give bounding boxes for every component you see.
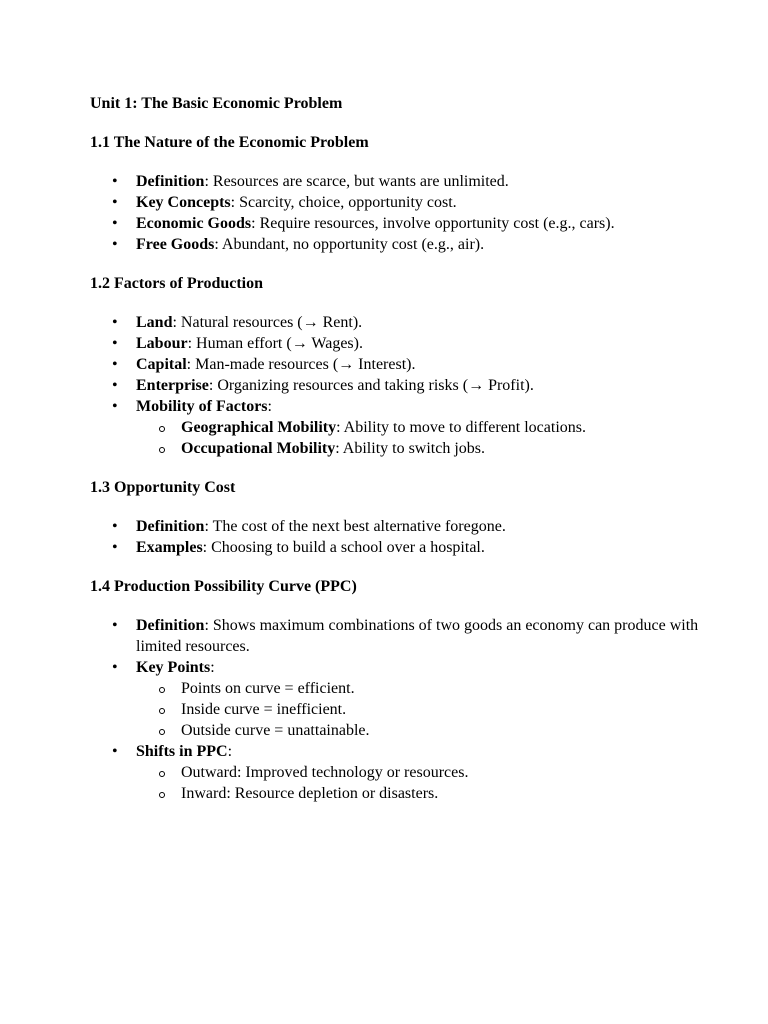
item-text: Points on curve = efficient. xyxy=(181,680,355,697)
document-page xyxy=(90,93,710,822)
list-item xyxy=(90,657,710,741)
section-title-1-1: 1.1 The Nature of the Economic Problem xyxy=(90,134,369,151)
item-text: : xyxy=(210,659,215,676)
sub-list xyxy=(136,678,710,741)
item-term: Labour xyxy=(136,335,188,352)
item-text: : The cost of the next best alternative foregone. xyxy=(204,518,506,535)
item-term: Economic Goods xyxy=(136,215,252,232)
sub-list-item xyxy=(136,699,710,720)
item-text: Inward: Resource depletion or disasters. xyxy=(181,785,439,802)
section-list-1-3 xyxy=(90,516,710,558)
item-term: Examples xyxy=(136,539,203,556)
list-item xyxy=(90,537,710,558)
item-text: Outward: Improved technology or resources. xyxy=(181,764,469,781)
list-item xyxy=(90,741,710,804)
item-term: Enterprise xyxy=(136,377,209,394)
item-text: : Ability to move to different locations. xyxy=(336,419,586,436)
sub-list-item xyxy=(136,783,710,804)
item-term: Land xyxy=(136,314,173,331)
list-item xyxy=(90,375,710,396)
item-text: : Resources are scarce, but wants are unlimited. xyxy=(204,173,509,190)
item-term: Free Goods xyxy=(136,236,215,253)
list-item xyxy=(90,615,710,657)
item-text: : Ability to switch jobs. xyxy=(335,440,486,457)
list-item xyxy=(90,396,710,459)
section-title-1-2: 1.2 Factors of Production xyxy=(90,275,264,292)
section-list-1-2 xyxy=(90,312,710,459)
sub-list-item xyxy=(136,762,710,783)
list-item xyxy=(90,333,710,354)
list-item xyxy=(90,354,710,375)
unit-title: Unit 1: The Basic Economic Problem xyxy=(90,95,343,112)
section-title-1-4: 1.4 Production Possibility Curve (PPC) xyxy=(90,578,357,595)
sub-list xyxy=(136,417,710,459)
section-title-1-3: 1.3 Opportunity Cost xyxy=(90,479,236,496)
list-item xyxy=(90,516,710,537)
sub-list-item xyxy=(136,720,710,741)
item-text: : Natural resources (→ Rent). xyxy=(172,314,363,331)
item-text: : Scarcity, choice, opportunity cost. xyxy=(230,194,457,211)
item-term: Definition xyxy=(136,617,205,634)
item-text: : xyxy=(227,743,233,760)
sub-list-item xyxy=(136,678,710,699)
item-term: Shifts in PPC xyxy=(136,743,228,760)
item-text: : Human effort (→ Wages). xyxy=(187,335,363,352)
list-item xyxy=(90,234,710,255)
item-term: Key Concepts xyxy=(136,194,231,211)
sub-list-item xyxy=(136,417,710,438)
item-text: : Man-made resources (→ Interest). xyxy=(186,356,416,373)
item-text: : Abundant, no opportunity cost (e.g., air). xyxy=(214,236,485,253)
item-text: : Choosing to build a school over a hospital. xyxy=(202,539,485,556)
item-term: Key Points xyxy=(136,659,211,676)
item-term: Definition xyxy=(136,518,205,535)
item-text: : Organizing resources and taking risks (→ Profit). xyxy=(208,377,534,394)
sub-list-item xyxy=(136,438,710,459)
list-item xyxy=(90,192,710,213)
list-item xyxy=(90,171,710,192)
item-text: : Shows maximum combinations of two goods an economy can produce with limited resources. xyxy=(136,617,699,655)
item-term: Geographical Mobility xyxy=(181,419,337,436)
item-text: Inside curve = inefficient. xyxy=(181,701,347,718)
item-text: : Require resources, involve opportunity cost (e.g., cars). xyxy=(251,215,615,232)
item-text: Outside curve = unattainable. xyxy=(181,722,370,739)
item-term: Occupational Mobility xyxy=(181,440,336,457)
section-list-1-1 xyxy=(90,171,710,255)
section-list-1-4 xyxy=(90,615,710,804)
list-item xyxy=(90,312,710,333)
item-term: Capital xyxy=(136,356,187,373)
item-term: Definition xyxy=(136,173,205,190)
item-text: : xyxy=(267,398,272,415)
list-item xyxy=(90,213,710,234)
item-term: Mobility of Factors xyxy=(136,398,268,415)
sub-list xyxy=(136,762,710,804)
